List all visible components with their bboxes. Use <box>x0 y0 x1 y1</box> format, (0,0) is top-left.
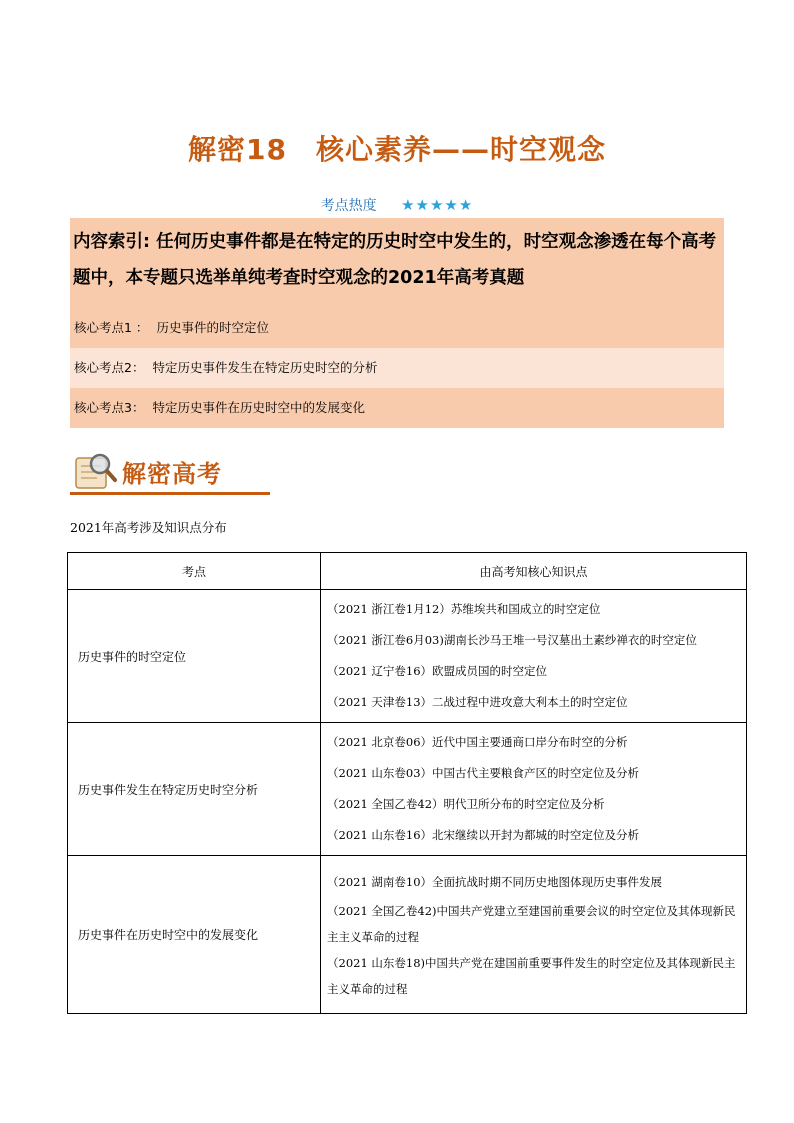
section-title: 解密高考 <box>122 460 222 488</box>
section-underline <box>70 492 270 495</box>
content-index-label: 内容索引: <box>73 232 150 252</box>
table-row <box>68 723 747 856</box>
content-index-text <box>73 224 723 296</box>
list-item: （2021 天津卷13）二战过程中进攻意大利本土的时空定位 <box>327 695 628 709</box>
topic-cell: 历史事件在历史时空中的发展变化 <box>68 856 321 1014</box>
content-index-box <box>70 218 724 428</box>
table-row <box>68 590 747 723</box>
list-item: （2021 全国乙卷42)中国共产党建立至建国前重要会议的时空定位及其体现新民主主义革命的过程 <box>327 904 736 944</box>
core-point-text: 特定历史事件发生在特定历史时空的分析 <box>152 360 378 375</box>
items-cell <box>321 723 747 856</box>
core-point-2 <box>70 348 724 388</box>
core-point-label: 核心考点1 ： <box>74 320 149 335</box>
list-item: （2021 全国乙卷42）明代卫所分布的时空定位及分析 <box>327 797 605 811</box>
content-index-body: 任何历史事件都是在特定的历史时空中发生的，时空观念渗透在每个高考题中，本专题只选举单纯考查时空观念的2021年高考真题 <box>73 232 717 288</box>
list-item: （2021 山东卷18)中国共产党在建国前重要事件发生的时空定位及其体现新民主主义革命的过程 <box>327 956 736 996</box>
core-point-label: 核心考点3： <box>74 400 145 415</box>
list-item: （2021 湖南卷10）全面抗战时期不同历史地图体现历史事件发展 <box>327 875 663 889</box>
core-point-1 <box>70 308 724 348</box>
table-header-row <box>68 553 747 590</box>
star-rating-icon: ★★★★★ <box>401 196 474 214</box>
list-item: （2021 浙江卷1月12）苏维埃共和国成立的时空定位 <box>327 602 601 616</box>
distribution-subheading: 2021年高考涉及知识点分布 <box>70 520 227 535</box>
column-header-knowledge: 由高考知核心知识点 <box>321 553 747 590</box>
knowledge-distribution-table <box>67 552 747 1014</box>
items-cell <box>321 590 747 723</box>
column-header-topic: 考点 <box>68 553 321 590</box>
list-item: （2021 山东卷03）中国古代主要粮食产区的时空定位及分析 <box>327 766 640 780</box>
list-item: （2021 浙江卷6月03)湖南长沙马王堆一号汉墓出土素纱禅衣的时空定位 <box>327 633 697 647</box>
items-cell <box>321 856 747 1014</box>
core-point-label: 核心考点2： <box>74 360 145 375</box>
page-title: 解密18 核心素养——时空观念 <box>188 133 606 166</box>
heat-rating <box>0 195 794 215</box>
list-item: （2021 山东卷16）北宋继续以开封为都城的时空定位及分析 <box>327 828 640 842</box>
list-item: （2021 北京卷06）近代中国主要通商口岸分布时空的分析 <box>327 735 628 749</box>
topic-cell: 历史事件的时空定位 <box>68 590 321 723</box>
topic-cell: 历史事件发生在特定历史时空分析 <box>68 723 321 856</box>
heat-label: 考点热度 <box>320 198 377 214</box>
section-header <box>70 448 270 496</box>
core-point-3 <box>70 388 724 428</box>
list-item: （2021 辽宁卷16）欧盟成员国的时空定位 <box>327 664 548 678</box>
core-point-text: 历史事件的时空定位 <box>156 320 269 335</box>
table-row <box>68 856 747 1014</box>
core-point-text: 特定历史事件在历史时空中的发展变化 <box>152 400 365 415</box>
magnifier-notepad-icon <box>70 448 120 494</box>
